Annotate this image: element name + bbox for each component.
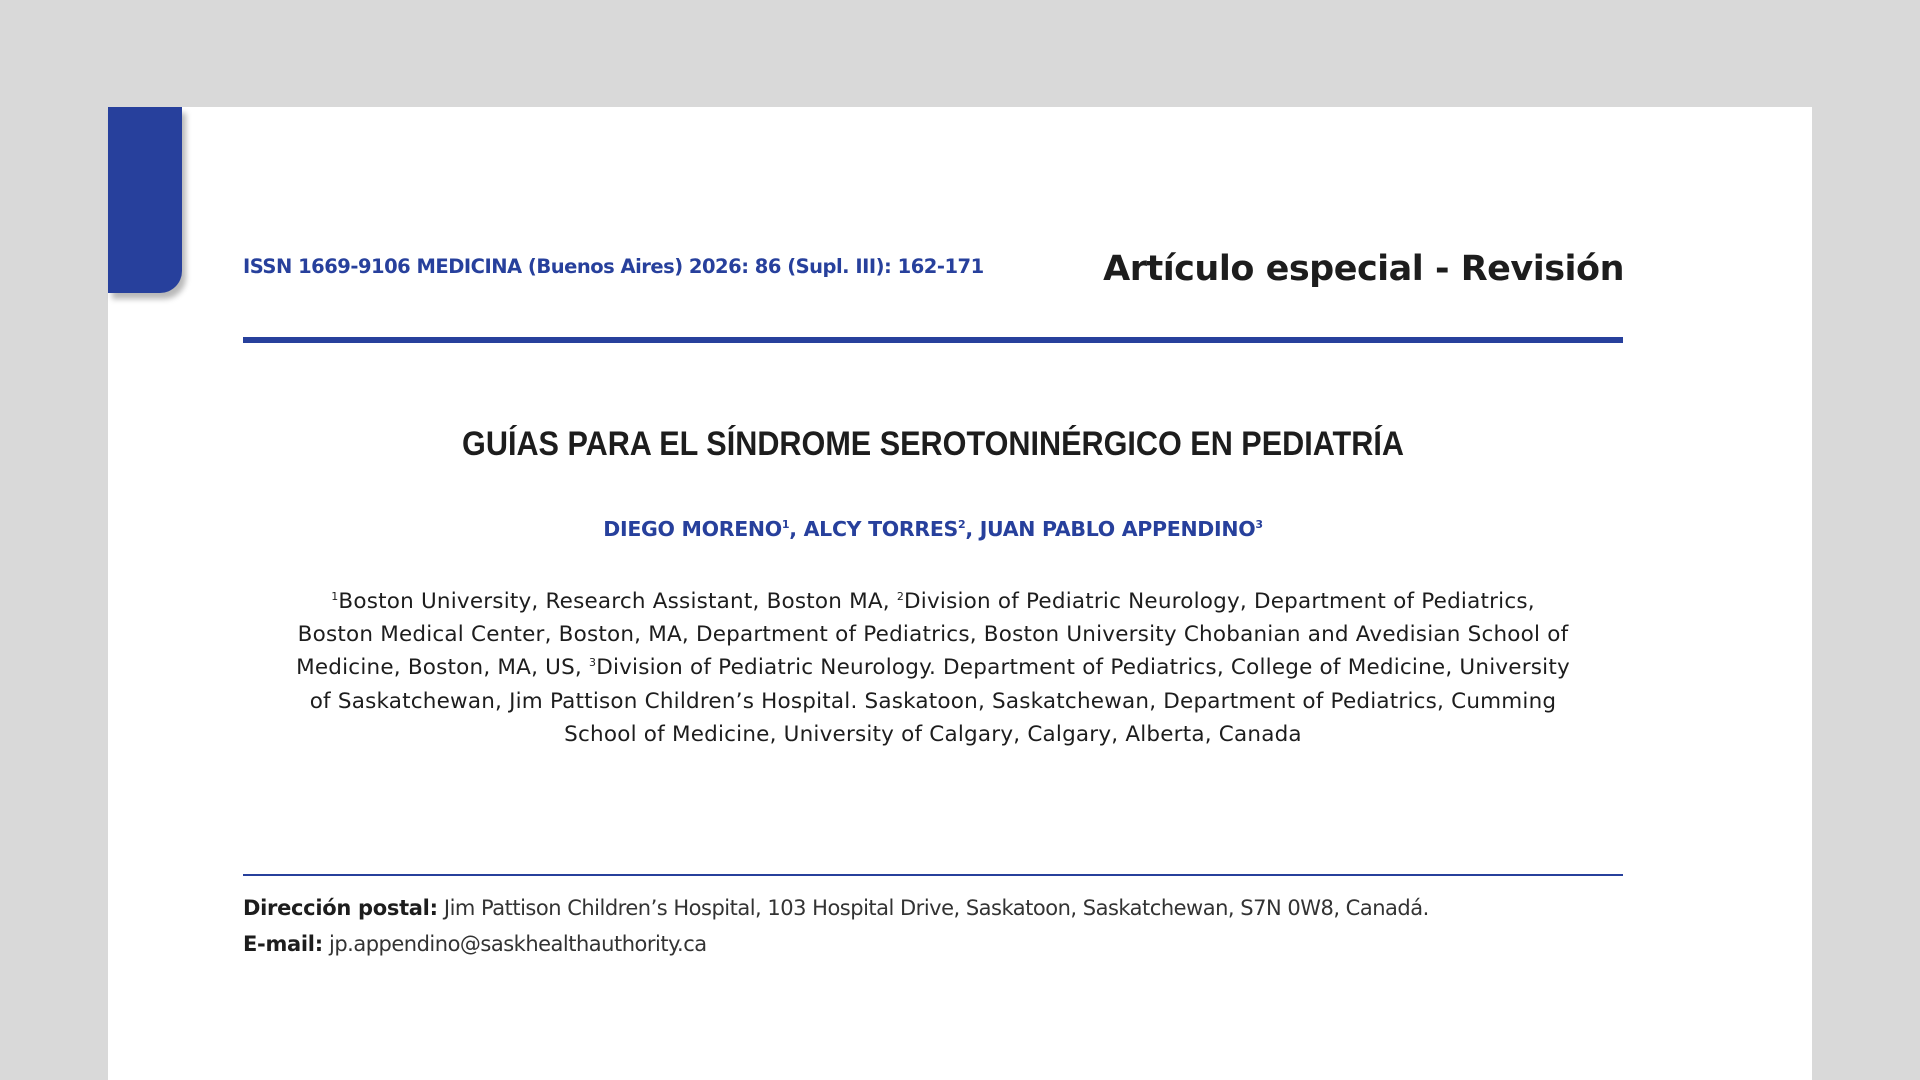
affiliation-line: Boston Medical Center, Boston, MA, Department of Pediatrics, Boston University Chobanian and Avedisian School of bbox=[297, 622, 1569, 648]
journal-corner-tab bbox=[108, 107, 182, 293]
author-affiliation-index: 2 bbox=[958, 518, 966, 532]
author-separator: , bbox=[965, 517, 980, 541]
affiliations-block bbox=[243, 585, 1623, 751]
author-separator: , bbox=[789, 517, 804, 541]
affiliation-line: of Saskatchewan, Jim Pattison Children’s Hospital. Saskatoon, Saskatchewan, Department of Pediatrics, Cumming bbox=[309, 688, 1557, 714]
affiliation-text: Division of Pediatric Neurology. Department of Pediatrics, College of Medicine, University bbox=[596, 655, 1570, 681]
email-contact bbox=[243, 932, 707, 956]
author-list bbox=[243, 517, 1623, 541]
author-affiliation-index: 3 bbox=[1255, 518, 1263, 532]
email-address-link[interactable]: jp.appendino@saskhealthauthority.ca bbox=[329, 932, 707, 956]
author-affiliation-index: 1 bbox=[781, 518, 790, 532]
contact-divider bbox=[243, 874, 1623, 876]
header-divider bbox=[243, 337, 1623, 343]
article-page bbox=[108, 107, 1812, 1080]
author-name: JUAN PABLO APPENDINO bbox=[979, 517, 1256, 541]
affiliation-line bbox=[243, 585, 1623, 618]
postal-address bbox=[243, 896, 1429, 920]
affiliation-index: 3 bbox=[589, 656, 597, 670]
article-type-heading: Artículo especial - Revisión bbox=[1103, 249, 1624, 289]
affiliation-line: School of Medicine, University of Calgary, Calgary, Alberta, Canada bbox=[564, 721, 1302, 747]
postal-address-label: Dirección postal: bbox=[243, 896, 438, 920]
email-label: E-mail: bbox=[243, 932, 323, 956]
affiliation-index: 2 bbox=[896, 589, 905, 603]
affiliation-text: Division of Pediatric Neurology, Department of Pediatrics, bbox=[904, 589, 1535, 614]
affiliation-line bbox=[243, 651, 1623, 684]
affiliation-text: Boston University, Research Assistant, Boston MA, bbox=[338, 589, 897, 614]
journal-issn-line: ISSN 1669-9106 MEDICINA (Buenos Aires) 2026: 86 (Supl. III): 162-171 bbox=[243, 255, 984, 278]
affiliation-text: Medicine, Boston, MA, US, bbox=[296, 655, 589, 681]
author-name: DIEGO MORENO bbox=[603, 517, 782, 541]
affiliation-index: 1 bbox=[331, 589, 339, 603]
author-name: ALCY TORRES bbox=[803, 517, 959, 541]
article-title: GUÍAS PARA EL SÍNDROME SEROTONINÉRGICO EN PEDIATRÍA bbox=[462, 425, 1404, 463]
postal-address-value: Jim Pattison Children’s Hospital, 103 Hospital Drive, Saskatoon, Saskatchewan, S7N 0W8, Canadá. bbox=[443, 896, 1429, 920]
